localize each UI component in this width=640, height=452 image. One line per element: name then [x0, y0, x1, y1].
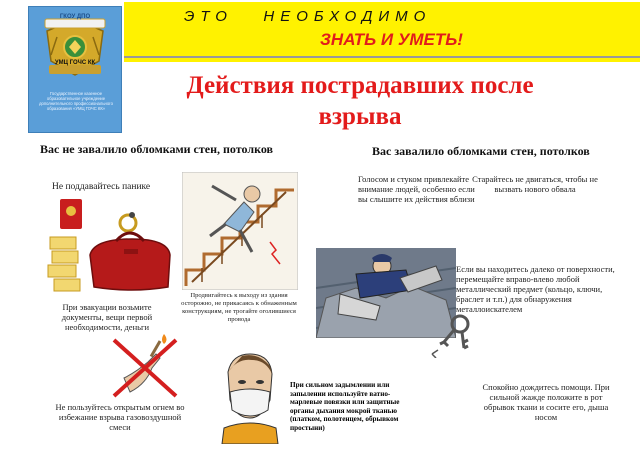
face-mask-illustration [218, 352, 282, 444]
calm-text: Спокойно дождитесь помощи. При сильной жажде положите в рот обрывок ткани и сосите его, дыша носом [482, 382, 610, 422]
no-panic-text: Не поддавайтесь панике [52, 182, 151, 192]
header-banner [124, 2, 640, 62]
evacuation-text: При эвакуации возьмите документы, вещи первой необходимости, деньги [61, 302, 153, 332]
page-title: Действия пострадавших после взрыва [186, 72, 534, 130]
emblem-icon [39, 13, 111, 79]
banner-divider [124, 56, 640, 58]
logo-caption: Государственное казенное образовательное учреждение дополнительного профессионального образования «УМЦ ГОЧС КК» [39, 91, 113, 111]
no-fire-text: Не пользуйтесь открытым огнем во избежание взрыва газовоздушной смеси [55, 402, 185, 432]
smoke-text: При сильном задымлении или запылении используйте ватно-марлевые повязки или защитные органы дыхания мокрой тканью (платком, полотенцем, обрывком простыни) [290, 381, 400, 432]
exit-text: Продвигайтесь к выходу из здания осторожно, не прикасаясь к обнаженным конструкциям, не трогайте оголившиеся провода [181, 292, 297, 323]
metal-object-text: Если вы находитесь далеко от поверхности, перемещайте вправо-влево любой металлический предмет (кольцо, ключи, браслет и т.п.) для обнаружения металлоискателем [456, 264, 615, 314]
logo-card [28, 6, 122, 133]
documents-bag-illustration [44, 195, 184, 303]
keys-icon [430, 314, 478, 358]
logo-badge-text: ГКОУ ДПО [59, 14, 91, 20]
left-section-heading: Вас не завалило обломками стен, потолков [40, 142, 274, 156]
stay-still-text: Старайтесь не двигаться, чтобы не вызвать нового обвала [472, 174, 598, 194]
right-section-heading: Вас завалило обломками стен, потолков [372, 144, 590, 158]
no-open-fire-illustration [106, 332, 186, 402]
banner-line-2: ЗНАТЬ И УМЕТЬ! [320, 30, 463, 49]
stairs-escape-illustration [182, 172, 298, 290]
banner-line-1: ЭТО НЕОБХОДИМО [184, 8, 432, 25]
logo-ribbon-text: УМЦ ГОЧС КК [54, 60, 96, 66]
voice-text: Голосом и стуком привлекайте внимание людей, особенно если вы слышите их действия вблизи [358, 174, 475, 204]
